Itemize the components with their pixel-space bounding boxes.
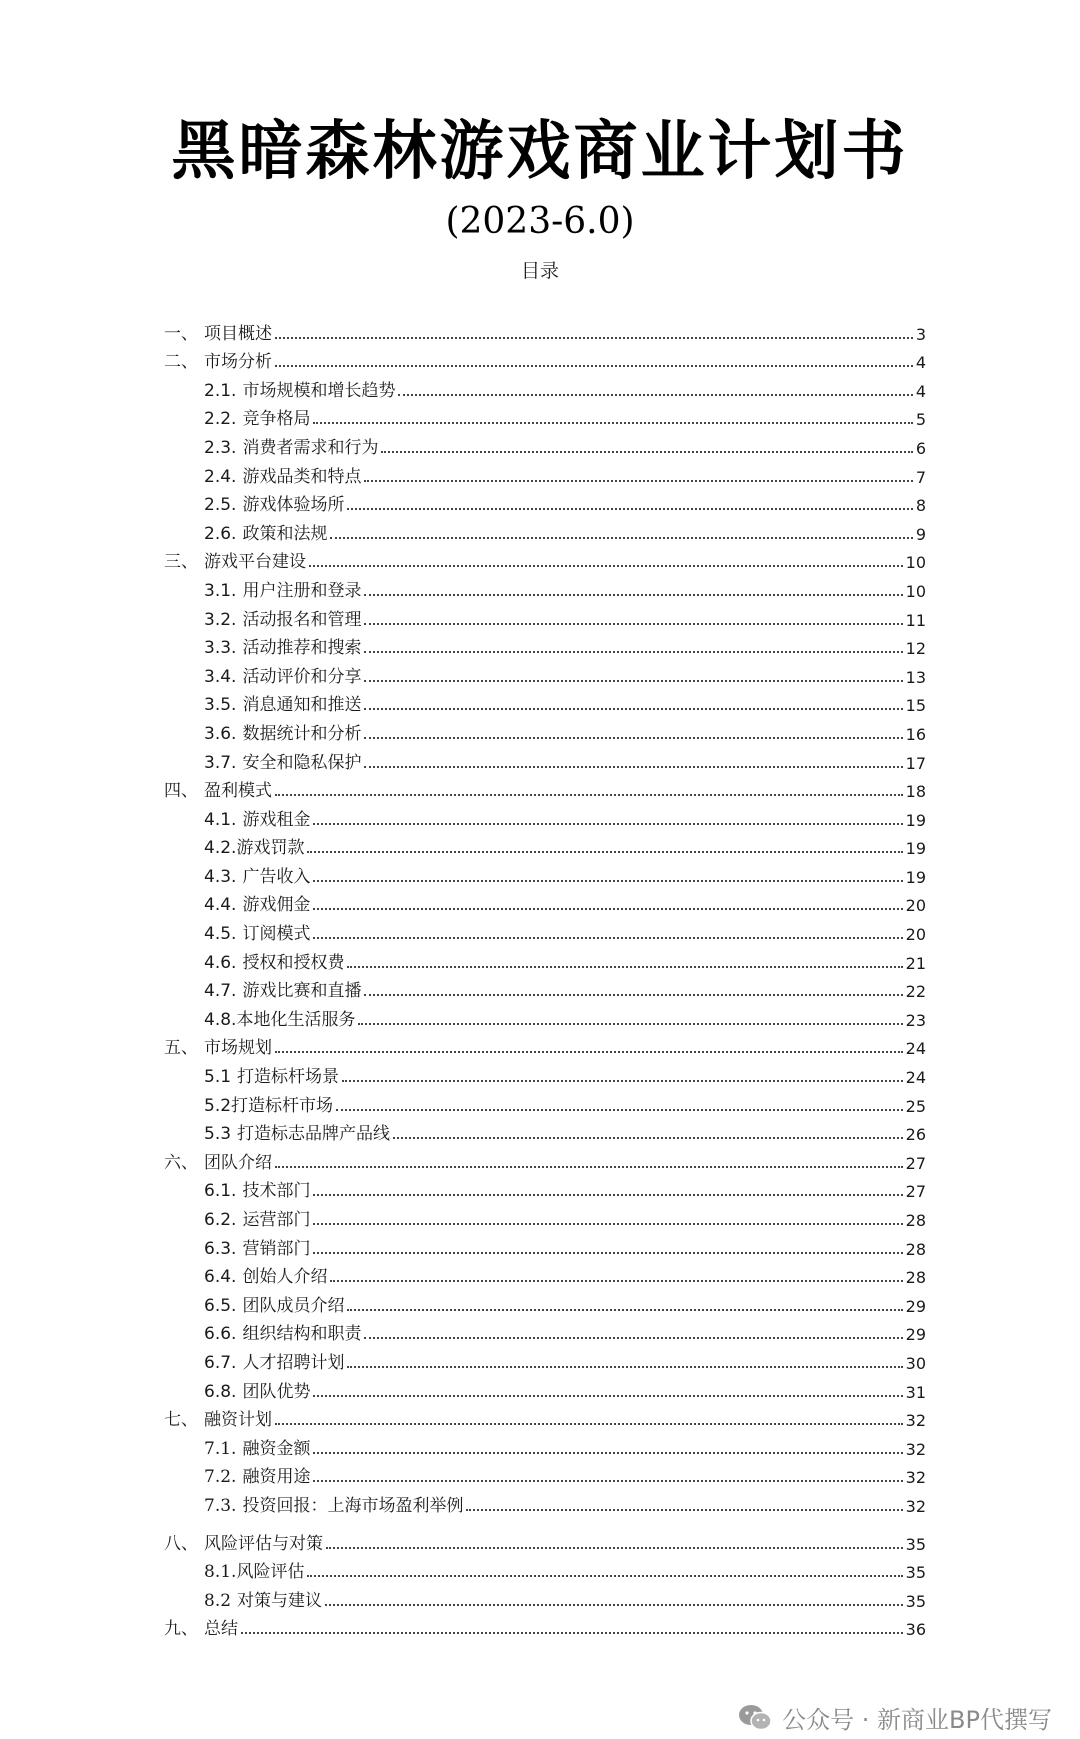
toc-entry-text: 运营部门	[242, 1210, 311, 1230]
toc-page-number: 18	[905, 782, 926, 802]
toc-leader-dots	[381, 451, 912, 453]
toc-page-number: 5	[915, 410, 926, 430]
toc-entry-number: 7.1.	[204, 1438, 237, 1459]
toc-entry[interactable]	[164, 1174, 926, 1203]
toc-entry-label	[164, 347, 272, 373]
toc-entry-text: 打造标杆场景	[237, 1067, 340, 1088]
toc-entry-number: 3.1.	[204, 580, 237, 601]
toc-leader-dots	[313, 1480, 902, 1482]
toc-entry-label	[164, 319, 272, 345]
toc-entry-text: 市场规划	[204, 1038, 272, 1059]
wechat-icon	[738, 1704, 772, 1732]
toc-entry-text: 游戏罚款	[236, 838, 305, 859]
toc-entry-text: 游戏租金	[242, 809, 311, 830]
toc-entry-number: 8.1.	[204, 1562, 237, 1583]
toc-entry[interactable]	[164, 602, 926, 631]
toc-entry[interactable]	[164, 1403, 926, 1432]
toc-page-number: 11	[905, 610, 926, 630]
toc-entry-label	[164, 404, 310, 430]
toc-entry[interactable]	[164, 1612, 926, 1641]
toc-entry[interactable]	[164, 1374, 926, 1403]
toc-leader-dots	[313, 1194, 902, 1196]
toc-page-number: 32	[905, 1496, 926, 1516]
toc-heading: 目录	[520, 260, 559, 282]
toc-entry[interactable]	[164, 1031, 926, 1060]
toc-page-number: 3	[915, 324, 926, 344]
toc-entry-text: 打造标志品牌产品线	[237, 1124, 391, 1145]
toc-entry[interactable]	[164, 545, 926, 574]
toc-page-number: 35	[905, 1591, 926, 1611]
toc-entry-text: 数据统计和分析	[242, 723, 362, 744]
toc-entry-label	[164, 919, 310, 945]
toc-entry-label	[164, 605, 361, 631]
toc-entry[interactable]	[164, 774, 926, 803]
toc-entry-number: 4.5.	[204, 924, 237, 945]
toc-entry-number: 3.2.	[204, 609, 237, 630]
toc-entry-number: 4.6.	[204, 952, 237, 973]
toc-page-number: 27	[905, 1153, 926, 1173]
toc-leader-dots	[393, 1137, 903, 1139]
toc-entry-label	[164, 576, 361, 602]
toc-entry[interactable]	[164, 631, 926, 660]
toc-entry[interactable]	[164, 1460, 926, 1489]
toc-entry-number: 5.2	[204, 1095, 232, 1116]
toc-page-number: 19	[905, 810, 926, 830]
toc-entry-text: 风险评估与对策	[204, 1533, 323, 1554]
toc-entry-label	[164, 662, 361, 688]
toc-leader-dots	[307, 1575, 902, 1577]
toc-entry[interactable]	[164, 459, 926, 488]
toc-entry[interactable]	[164, 859, 926, 888]
toc-entry-text: 竞争格局	[242, 409, 311, 430]
toc-entry-number: 6.7.	[204, 1352, 237, 1373]
toc-entry-number: 7.2.	[204, 1467, 237, 1488]
toc-page-number: 24	[905, 1039, 926, 1059]
toc-leader-dots	[364, 623, 902, 625]
toc-entry-label	[164, 1348, 344, 1374]
toc-entry[interactable]	[164, 659, 926, 688]
toc-entry-number: 6.2.	[204, 1210, 237, 1230]
toc-entry-number: 6.8.	[204, 1381, 237, 1402]
toc-entry-text: 安全和隐私保护	[242, 752, 362, 773]
toc-entry[interactable]	[164, 688, 926, 717]
toc-leader-dots	[275, 365, 913, 367]
toc-page-number: 25	[905, 1096, 926, 1116]
toc-entry-number: 4.1.	[204, 809, 237, 830]
toc-leader-dots	[313, 1252, 902, 1254]
toc-entry-text: 技术部门	[242, 1181, 311, 1202]
toc-entry-number: 6.5.	[204, 1295, 237, 1316]
toc-entry[interactable]	[164, 888, 926, 917]
toc-entry-label	[164, 1091, 333, 1117]
toc-entry-text: 创始人介绍	[242, 1267, 328, 1288]
toc-leader-dots	[313, 937, 902, 939]
toc-page-number: 28	[905, 1239, 926, 1259]
toc-page-number: 28	[905, 1268, 926, 1288]
toc-entry-label	[164, 1586, 322, 1612]
toc-entry[interactable]	[164, 1488, 926, 1517]
toc-entry-label	[164, 376, 395, 402]
toc-entry-number: 6.1.	[204, 1181, 237, 1202]
toc-leader-dots	[275, 1166, 903, 1168]
toc-leader-dots	[313, 1452, 902, 1454]
toc-entry[interactable]	[164, 316, 926, 345]
toc-entry-text: 融资计划	[204, 1410, 272, 1431]
document-version: (2023-6.0)	[445, 201, 635, 242]
toc-entry[interactable]	[164, 745, 926, 774]
toc-page-number: 19	[905, 839, 926, 859]
toc-leader-dots	[466, 1509, 902, 1511]
toc-leader-dots	[336, 1109, 903, 1111]
toc-entry-label	[164, 748, 361, 774]
toc-entry[interactable]	[164, 573, 926, 602]
toc-entry-label	[164, 462, 361, 488]
toc-entry[interactable]	[164, 516, 926, 545]
toc-entry-number: 3.7.	[204, 752, 237, 773]
toc-entry-number: 四、	[164, 781, 198, 802]
toc-page-number: 10	[905, 581, 926, 601]
toc-entry-label	[164, 1377, 310, 1403]
toc-entry-label	[164, 1234, 310, 1260]
toc-entry-number: 8.2	[204, 1590, 232, 1611]
toc-entry-number: 三、	[164, 552, 198, 573]
toc-page-number: 36	[905, 1620, 926, 1640]
toc-entry[interactable]	[164, 1231, 926, 1260]
toc-entry[interactable]	[164, 1317, 926, 1346]
toc-entry-text: 项目概述	[204, 323, 272, 344]
toc-page-number: 29	[905, 1325, 926, 1345]
toc-entry[interactable]	[164, 345, 926, 374]
toc-page-number: 8	[915, 496, 926, 516]
toc-leader-dots	[325, 1604, 903, 1606]
toc-page-number: 30	[905, 1353, 926, 1373]
toc-leader-dots	[307, 851, 902, 853]
toc-entry[interactable]	[164, 916, 926, 945]
toc-entry[interactable]	[164, 430, 926, 459]
toc-leader-dots	[347, 966, 902, 968]
toc-leader-dots	[309, 565, 903, 567]
toc-entry-number: 3.4.	[204, 666, 237, 687]
toc-page-number: 35	[905, 1534, 926, 1554]
toc-leader-dots	[326, 1547, 903, 1549]
toc-entry[interactable]	[164, 1145, 926, 1174]
toc-page-number: 19	[905, 867, 926, 887]
toc-entry-number: 4.2.	[204, 838, 237, 859]
toc-entry-number: 3.5.	[204, 695, 237, 716]
toc-leader-dots	[313, 908, 902, 910]
toc-leader-dots	[398, 394, 912, 396]
toc-entry-number: 2.1.	[204, 380, 237, 401]
toc-entry-text: 授权和授权费	[242, 952, 345, 973]
toc-leader-dots	[364, 680, 902, 682]
toc-entry-label	[164, 1176, 310, 1202]
toc-leader-dots	[313, 1223, 902, 1225]
toc-entry-text: 团队成员介绍	[242, 1295, 345, 1316]
toc-page-number: 4	[915, 381, 926, 401]
toc-page-number: 10	[905, 553, 926, 573]
watermark	[738, 1700, 1052, 1735]
toc-entry-label	[164, 1462, 310, 1488]
toc-entry-label	[164, 1614, 238, 1640]
toc-entry-label	[164, 890, 310, 916]
toc-entry[interactable]	[164, 1583, 926, 1612]
toc-entry-label	[164, 1491, 463, 1517]
toc-entry-text: 市场分析	[204, 352, 272, 373]
toc-entry-text: 市场规模和增长趋势	[242, 380, 396, 401]
toc-entry[interactable]	[164, 1202, 926, 1231]
toc-entry-label	[164, 776, 272, 802]
toc-entry-number: 七、	[164, 1410, 198, 1431]
toc-entry-label	[164, 1291, 344, 1317]
toc-entry-label	[164, 948, 344, 974]
toc-entry-label	[164, 862, 310, 888]
watermark-text: 公众号 · 新商业BP代撰写	[782, 1706, 1052, 1734]
toc-entry[interactable]	[164, 488, 926, 517]
toc-entry-text: 用户注册和登录	[242, 580, 362, 601]
toc-page-number: 29	[905, 1296, 926, 1316]
toc-entry-number: 2.5.	[204, 495, 237, 516]
toc-entry-label	[164, 1062, 339, 1088]
toc-entry-text: 广告收入	[242, 866, 311, 887]
toc-leader-dots	[364, 594, 902, 596]
toc-entry[interactable]	[164, 1117, 926, 1146]
toc-entry-text: 游戏比赛和直播	[242, 981, 362, 1002]
toc-entry-number: 3.6.	[204, 723, 237, 744]
toc-page-number: 13	[905, 667, 926, 687]
toc-entry-label	[164, 1148, 272, 1174]
toc-entry-text: 本地化生活服务	[236, 1009, 356, 1030]
toc-entry-text: 游戏佣金	[242, 895, 311, 916]
toc-leader-dots	[313, 1395, 902, 1397]
toc-entry-number: 6.3.	[204, 1238, 237, 1259]
toc-leader-dots	[241, 1632, 903, 1634]
toc-page-number: 21	[905, 953, 926, 973]
toc-entry[interactable]	[164, 974, 926, 1003]
toc-entry-label	[164, 719, 361, 745]
toc-page-number: 17	[905, 753, 926, 773]
toc-page-number: 23	[905, 1010, 926, 1030]
toc-page-number: 9	[915, 524, 926, 544]
toc-page-number: 16	[905, 724, 926, 744]
toc-entry-number: 7.3.	[204, 1495, 237, 1516]
toc-entry[interactable]	[164, 1059, 926, 1088]
toc-entry-label	[164, 1434, 310, 1460]
toc-entry-label	[164, 690, 361, 716]
toc-leader-dots	[313, 422, 912, 424]
toc-entry-text: 风险评估	[236, 1562, 305, 1583]
toc-page-number: 20	[905, 896, 926, 916]
toc-page-number: 6	[915, 438, 926, 458]
toc-entry-number: 4.3.	[204, 866, 237, 887]
toc-page-number: 20	[905, 925, 926, 945]
toc-page-number: 15	[905, 696, 926, 716]
toc-entry-number: 2.3.	[204, 437, 237, 458]
toc-entry-number: 5.1	[204, 1067, 232, 1088]
toc-entry-text: 游戏体验场所	[242, 495, 345, 516]
toc-entry-label	[164, 1529, 323, 1555]
toc-entry-number: 九、	[164, 1619, 198, 1640]
toc-leader-dots	[342, 1080, 903, 1082]
toc-page-number: 32	[905, 1411, 926, 1431]
toc-entry-label	[164, 1005, 355, 1031]
table-of-contents	[164, 316, 926, 1640]
toc-entry-number: 4.8.	[204, 1009, 237, 1030]
toc-leader-dots	[313, 880, 902, 882]
toc-entry-text: 融资金额	[242, 1438, 311, 1459]
toc-entry-number: 一、	[164, 323, 198, 344]
toc-entry-number: 二、	[164, 352, 198, 373]
toc-entry-text: 消费者需求和行为	[242, 437, 379, 458]
toc-entry-number: 六、	[164, 1152, 198, 1173]
toc-entry-text: 人才招聘计划	[242, 1352, 345, 1373]
toc-entry-number: 4.4.	[204, 895, 237, 916]
toc-entry-text: 消息通知和推送	[242, 695, 362, 716]
toc-entry-label	[164, 547, 306, 573]
toc-entry[interactable]	[164, 373, 926, 402]
toc-leader-dots	[330, 537, 912, 539]
toc-page-number: 4	[915, 353, 926, 373]
toc-page-number: 7	[915, 467, 926, 487]
toc-entry-number: 2.2.	[204, 409, 237, 430]
toc-entry-number: 2.6.	[204, 523, 237, 544]
toc-entry-number: 五、	[164, 1038, 198, 1059]
toc-page-number: 31	[905, 1382, 926, 1402]
toc-entry[interactable]	[164, 716, 926, 745]
toc-entry-text: 活动推荐和搜索	[242, 638, 362, 659]
toc-entry-text: 政策和法规	[242, 523, 328, 544]
toc-entry-number: 6.6.	[204, 1324, 237, 1345]
toc-entry-number: 2.4.	[204, 466, 237, 487]
toc-leader-dots	[330, 1280, 902, 1282]
toc-entry-text: 团队优势	[242, 1381, 311, 1402]
toc-leader-dots	[313, 823, 902, 825]
toc-leader-dots	[364, 480, 912, 482]
toc-leader-dots	[358, 1023, 902, 1025]
toc-entry[interactable]	[164, 945, 926, 974]
toc-page-number: 27	[905, 1182, 926, 1202]
toc-entry-label	[164, 1033, 272, 1059]
toc-entry[interactable]	[164, 802, 926, 831]
toc-entry-number: 5.3	[204, 1124, 232, 1145]
toc-leader-dots	[275, 1423, 903, 1425]
toc-entry-label	[164, 976, 361, 1002]
toc-entry-text: 组织结构和职责	[242, 1324, 362, 1345]
toc-page-number: 24	[905, 1068, 926, 1088]
toc-entry-text: 盈利模式	[204, 781, 272, 802]
toc-entry-text: 打造标杆市场	[231, 1095, 334, 1116]
toc-entry[interactable]	[164, 1526, 926, 1555]
toc-leader-dots	[364, 1337, 902, 1339]
toc-leader-dots	[275, 794, 903, 796]
toc-leader-dots	[347, 1309, 902, 1311]
toc-entry-number: 3.3.	[204, 638, 237, 659]
toc-entry-text: 团队介绍	[204, 1152, 272, 1173]
toc-entry-text: 游戏品类和特点	[242, 466, 362, 487]
document-title: 黑暗森林游戏商业计划书	[171, 115, 909, 189]
toc-entry-text: 游戏平台建设	[204, 552, 306, 573]
toc-entry-label	[164, 519, 327, 545]
toc-entry[interactable]	[164, 1260, 926, 1289]
toc-entry-label	[164, 833, 304, 859]
toc-entry-label	[164, 1205, 310, 1231]
toc-entry[interactable]	[164, 831, 926, 860]
toc-entry-text: 投资回报：上海市场盈利举例	[242, 1495, 464, 1516]
toc-entry[interactable]	[164, 1555, 926, 1584]
toc-page-number: 12	[905, 639, 926, 659]
toc-entry-number: 八、	[164, 1533, 198, 1554]
toc-entry-text: 营销部门	[242, 1238, 311, 1259]
toc-leader-dots	[364, 994, 902, 996]
toc-leader-dots	[364, 651, 902, 653]
toc-leader-dots	[275, 337, 913, 339]
toc-leader-dots	[364, 766, 902, 768]
toc-leader-dots	[364, 737, 902, 739]
toc-entry-label	[164, 1319, 361, 1345]
toc-entry[interactable]	[164, 1345, 926, 1374]
toc-entry[interactable]	[164, 1002, 926, 1031]
toc-entry-text: 对策与建议	[237, 1590, 323, 1611]
toc-entry-text: 活动报名和管理	[242, 609, 362, 630]
toc-entry-number: 4.7.	[204, 981, 237, 1002]
toc-entry-label	[164, 1262, 327, 1288]
toc-entry-label	[164, 805, 310, 831]
toc-leader-dots	[347, 1366, 902, 1368]
toc-page-number: 32	[905, 1439, 926, 1459]
toc-entry-label	[164, 633, 361, 659]
toc-entry-label	[164, 490, 344, 516]
toc-page-number: 26	[905, 1125, 926, 1145]
toc-entry-label	[164, 1119, 390, 1145]
toc-entry[interactable]	[164, 402, 926, 431]
toc-leader-dots	[347, 508, 912, 510]
toc-entry-text: 融资用途	[242, 1467, 311, 1488]
toc-entry[interactable]	[164, 1088, 926, 1117]
toc-entry[interactable]	[164, 1431, 926, 1460]
toc-entry-label	[164, 433, 378, 459]
toc-entry-text: 活动评价和分享	[242, 666, 362, 687]
toc-page-number: 35	[905, 1563, 926, 1583]
toc-page-number: 28	[905, 1211, 926, 1230]
toc-entry[interactable]	[164, 1288, 926, 1317]
toc-leader-dots	[275, 1051, 903, 1053]
toc-entry-label	[164, 1405, 272, 1431]
toc-entry-text: 订阅模式	[242, 924, 311, 945]
toc-leader-dots	[364, 708, 902, 710]
toc-entry-text: 总结	[204, 1619, 238, 1640]
toc-page-number: 32	[905, 1468, 926, 1488]
toc-entry-number: 6.4.	[204, 1267, 237, 1288]
toc-entry-label	[164, 1557, 304, 1583]
toc-page-number: 22	[905, 982, 926, 1002]
